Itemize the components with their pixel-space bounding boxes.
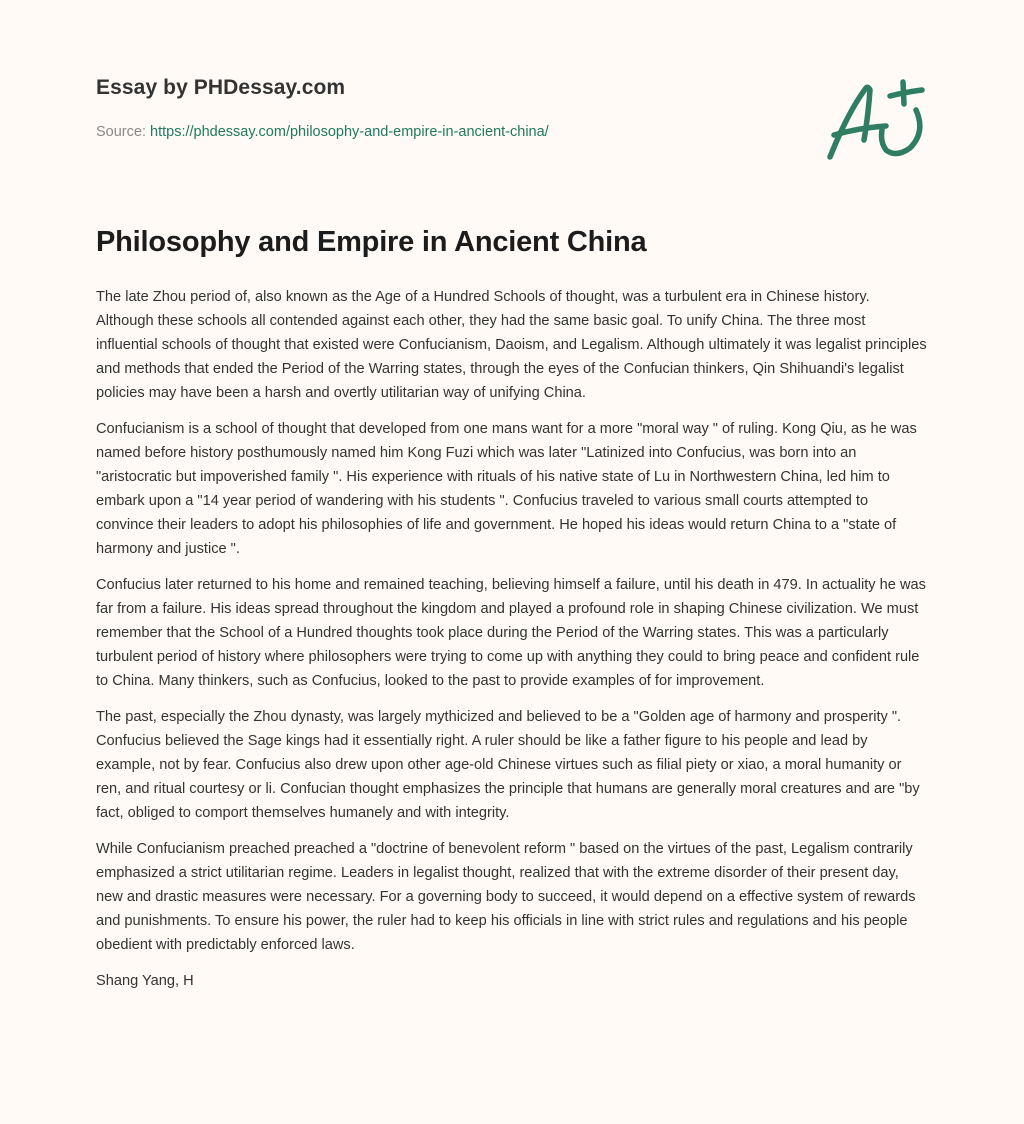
- source-line: [96, 124, 549, 140]
- essay-paragraph-truncated: Shang Yang, H: [96, 973, 194, 989]
- source-link[interactable]: https://phdessay.com/philosophy-and-empire-in-ancient-china/: [150, 124, 549, 140]
- essay-paragraph: Confucius later returned to his home and remained teaching, believing himself a failure, until his death in 479. In actuality he was far from a failure. His ideas spread throughout the kingdom and played a profound role in shaping Chinese civilization. We must remember that the School of a Hundred thoughts took place during the Period of the Warring states. This was a particularly turbulent period of history where philosophers were trying to come up with anything they could to bring peace and confident rule to China. Many thinkers, such as Confucius, looked to the past to provide examples of for improvement.: [96, 577, 926, 689]
- essay-paragraph: Confucianism is a school of thought that developed from one mans want for a more "moral way " of ruling. Kong Qiu, as he was named before history posthumously named him Kong Fuzi which was later "Latinized into Confucius, was born into an "aristocratic but impoverished family ". His experience with rituals of his native state of Lu in Northwestern China, led him to embark upon a "14 year period of wandering with his students ". Confucius traveled to various small courts attempted to convince their leaders to adopt his philosophies of life and government. He hoped his ideas would return China to a "state of harmony and justice ".: [96, 421, 917, 557]
- essay-title: Philosophy and Empire in Ancient China: [96, 226, 647, 258]
- a-plus-grade-icon: [818, 62, 938, 172]
- essay-paragraph: The late Zhou period of, also known as the Age of a Hundred Schools of thought, was a turbulent era in Chinese history. Although these schools all contended against each other, they had the same basic goal. To unify China. The three most influential schools of thought that existed were Confucianism, Daoism, and Legalism. Although ultimately it was legalist principles and methods that ended the Period of the Warring states, through the eyes of the Confucian thinkers, Qin Shihuandi's legalist policies may have been a harsh and overtly utilitarian way of unifying China.: [96, 289, 927, 401]
- essay-paragraph: While Confucianism preached preached a "doctrine of benevolent reform " based on the virtues of the past, Legalism contrarily emphasized a strict utilitarian regime. Leaders in legalist thought, realized that with the extreme disorder of their present day, new and drastic measures were necessary. For a governing body to succeed, it would depend on a effective system of rewards and punishments. To ensure his power, the ruler had to keep his officials in line with strict rules and regulations and his people obedient with predictably enforced laws.: [96, 841, 916, 953]
- essay-body: [96, 285, 928, 1005]
- source-label: Source:: [96, 124, 146, 140]
- site-title: Essay by PHDessay.com: [96, 76, 346, 99]
- essay-paragraph: The past, especially the Zhou dynasty, was largely mythicized and believed to be a "Golden age of harmony and prosperity ". Confucius believed the Sage kings had it essentially right. A ruler should be like a father figure to his people and lead by example, not by fear. Confucius also drew upon other age-old Chinese virtues such as filial piety or xiao, a moral humanity or ren, and ritual courtesy or li. Confucian thought emphasizes the principle that humans are generally moral creatures and are "by fact, obliged to comport themselves humanely and with integrity.: [96, 709, 920, 821]
